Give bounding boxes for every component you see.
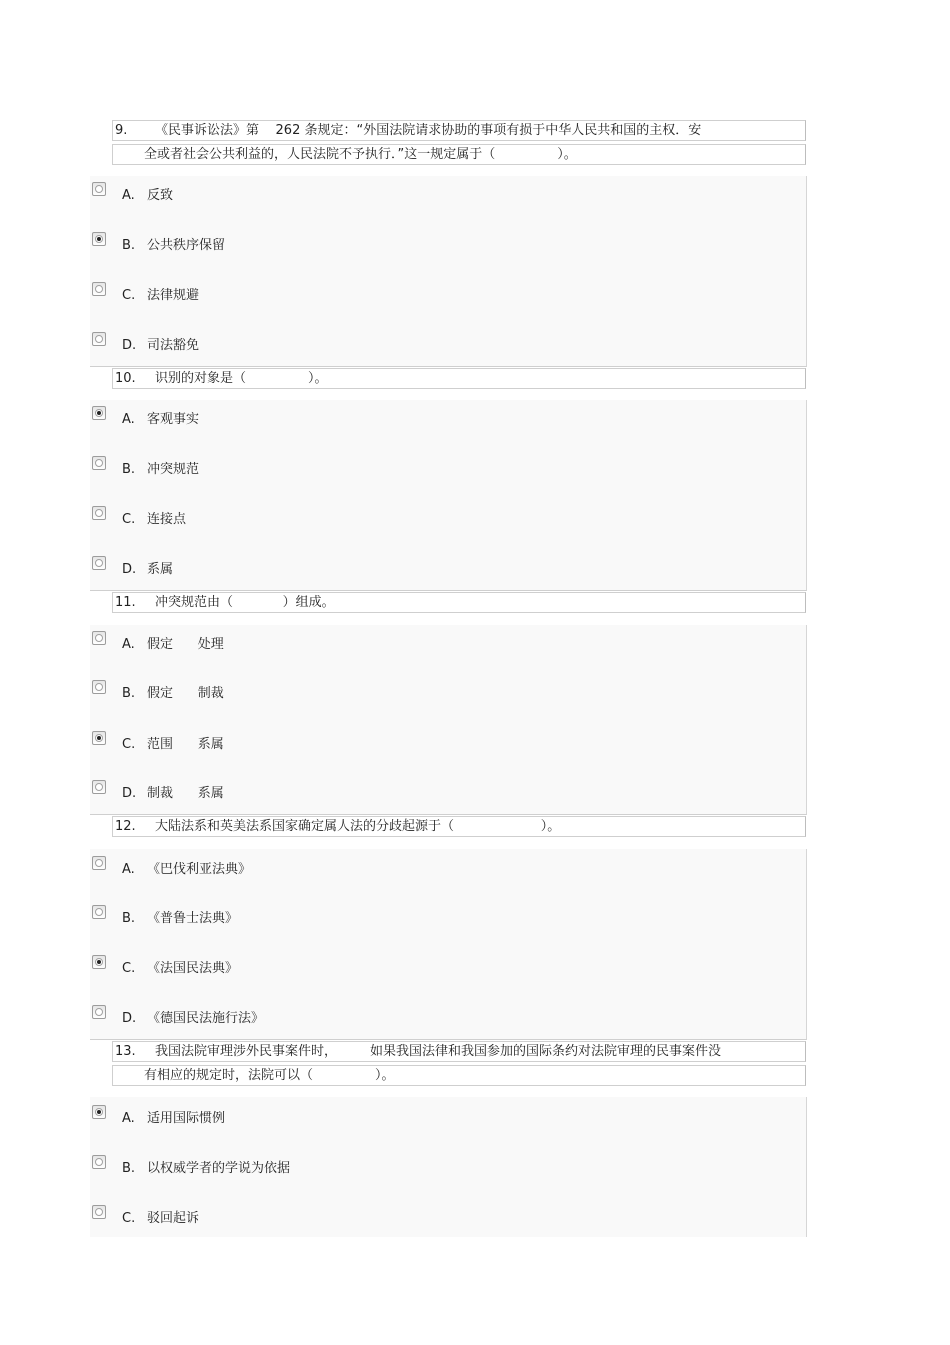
radio-button-icon[interactable] (92, 282, 106, 296)
option-text: 司法豁免 (147, 338, 200, 353)
option-letter: B. (122, 686, 136, 701)
option-text: 制裁 系属 (147, 786, 224, 801)
question-text: 识别的对象是（ ）。 (155, 371, 328, 386)
question-text: 我国法院审理涉外民事案件时， 如果我国法律和我国参加的国际条约对法院审理的民事案件没 (155, 1044, 722, 1059)
question-text: 有相应的规定时，法院可以（ ）。 (144, 1068, 395, 1083)
radio-button-icon[interactable] (92, 1005, 106, 1019)
option-letter: C. (122, 961, 136, 976)
option-text: 《法国民法典》 (147, 961, 239, 976)
question-text: 冲突规范由（ ）组成。 (155, 595, 335, 610)
question-10-line-1 (112, 368, 806, 389)
option-b[interactable] (90, 235, 806, 257)
radio-button-icon[interactable] (92, 332, 106, 346)
option-c[interactable] (90, 509, 806, 531)
options-group-q9 (90, 176, 807, 367)
option-a[interactable] (90, 1108, 806, 1130)
options-group-q10 (90, 400, 807, 591)
option-d[interactable] (90, 559, 806, 581)
option-c[interactable] (90, 734, 806, 756)
option-letter: B. (122, 1161, 136, 1176)
option-text: 《德国民法施行法》 (147, 1011, 265, 1026)
option-a[interactable] (90, 409, 806, 431)
question-number: 11. (115, 595, 136, 610)
option-text: 反致 (147, 188, 174, 203)
option-letter: B. (122, 911, 136, 926)
question-13-line-1 (112, 1041, 806, 1062)
option-text: 《普鲁士法典》 (147, 911, 239, 926)
option-text: 范围 系属 (147, 737, 224, 752)
option-letter: C. (122, 1211, 136, 1226)
option-text: 公共秩序保留 (147, 238, 226, 253)
question-13-line-2 (112, 1065, 806, 1086)
option-text: 假定 处理 (147, 637, 224, 652)
option-c[interactable] (90, 958, 806, 980)
option-text: 《巴伐利亚法典》 (147, 862, 252, 877)
question-9-line-2 (112, 144, 806, 165)
radio-button-checked-icon[interactable] (92, 232, 106, 246)
options-group-q13 (90, 1097, 807, 1237)
option-letter: A. (122, 412, 135, 427)
question-number: 10. (115, 371, 136, 386)
option-letter: B. (122, 238, 136, 253)
option-letter: D. (122, 1011, 137, 1026)
radio-button-icon[interactable] (92, 182, 106, 196)
radio-button-icon[interactable] (92, 780, 106, 794)
option-text: 驳回起诉 (147, 1211, 200, 1226)
option-text: 适用国际惯例 (147, 1111, 226, 1126)
option-text: 以权威学者的学说为依据 (147, 1161, 291, 1176)
radio-button-checked-icon[interactable] (92, 1105, 106, 1119)
radio-button-checked-icon[interactable] (92, 731, 106, 745)
option-b[interactable] (90, 1158, 806, 1180)
option-letter: A. (122, 188, 135, 203)
question-number: 12. (115, 819, 136, 834)
question-text: 大陆法系和英美法系国家确定属人法的分歧起源于（ ）。 (155, 819, 561, 834)
question-text: 《民事诉讼法》第 262 条规定：“外国法院请求协助的事项有损于中华人民共和国的主权．安 (155, 123, 702, 138)
option-letter: A. (122, 1111, 135, 1126)
option-letter: D. (122, 786, 137, 801)
option-a[interactable] (90, 634, 806, 656)
radio-button-icon[interactable] (92, 631, 106, 645)
option-letter: D. (122, 562, 137, 577)
option-c[interactable] (90, 1208, 806, 1230)
option-c[interactable] (90, 285, 806, 307)
radio-button-icon[interactable] (92, 856, 106, 870)
option-text: 法律规避 (147, 288, 200, 303)
question-9-line-1 (112, 120, 806, 141)
option-a[interactable] (90, 185, 806, 207)
option-d[interactable] (90, 1008, 806, 1030)
option-text: 系属 (147, 562, 174, 577)
option-text: 假定 制裁 (147, 686, 224, 701)
question-number: 13. (115, 1044, 136, 1059)
option-b[interactable] (90, 908, 806, 930)
option-letter: A. (122, 637, 135, 652)
option-text: 冲突规范 (147, 462, 200, 477)
option-a[interactable] (90, 859, 806, 881)
option-letter: A. (122, 862, 135, 877)
radio-button-icon[interactable] (92, 556, 106, 570)
option-text: 客观事实 (147, 412, 200, 427)
question-number: 9. (115, 123, 128, 138)
question-12-line-1 (112, 816, 806, 837)
radio-button-icon[interactable] (92, 456, 106, 470)
option-b[interactable] (90, 683, 806, 705)
option-d[interactable] (90, 335, 806, 357)
option-letter: B. (122, 462, 136, 477)
option-letter: C. (122, 512, 136, 527)
question-11-line-1 (112, 592, 806, 613)
radio-button-checked-icon[interactable] (92, 955, 106, 969)
radio-button-icon[interactable] (92, 1155, 106, 1169)
question-text: 全或者社会公共利益的，人民法院不予执行．”这一规定属于（ ）。 (144, 147, 577, 162)
options-group-q12 (90, 849, 807, 1040)
option-letter: C. (122, 288, 136, 303)
radio-button-checked-icon[interactable] (92, 406, 106, 420)
option-d[interactable] (90, 783, 806, 805)
option-text: 连接点 (147, 512, 187, 527)
option-letter: D. (122, 338, 137, 353)
radio-button-icon[interactable] (92, 1205, 106, 1219)
radio-button-icon[interactable] (92, 680, 106, 694)
option-letter: C. (122, 737, 136, 752)
option-b[interactable] (90, 459, 806, 481)
radio-button-icon[interactable] (92, 506, 106, 520)
radio-button-icon[interactable] (92, 905, 106, 919)
options-group-q11 (90, 625, 807, 815)
